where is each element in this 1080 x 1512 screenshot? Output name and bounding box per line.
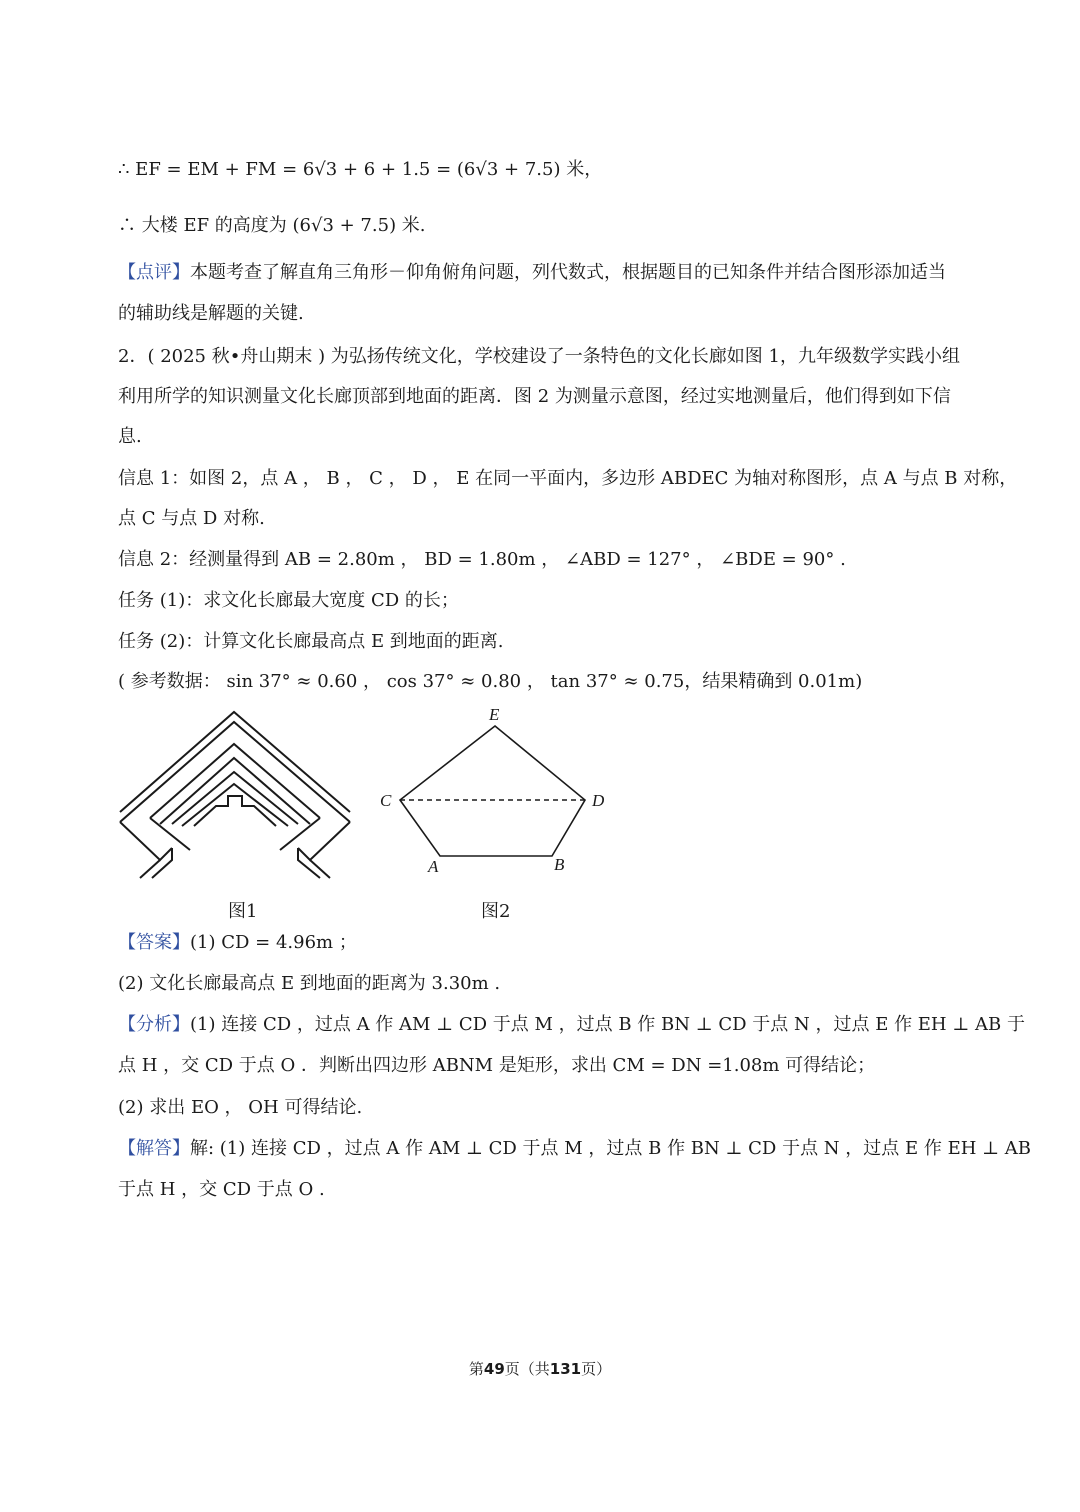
analysis-line-3 bbox=[118, 1096, 362, 1120]
label-c: C bbox=[380, 791, 392, 810]
info1-text-2: 点 C 与点 D 对称. bbox=[118, 508, 265, 529]
comment-line-2 bbox=[118, 302, 304, 326]
analysis-line-1 bbox=[118, 1013, 1025, 1037]
figure-1-corridor bbox=[110, 700, 360, 885]
question-text-1: 2．( 2025 秋•舟山期末 ) 为弘扬传统文化，学校建设了一条特色的文化长廊如图 1，九年级数学实践小组 bbox=[118, 346, 960, 367]
footer-page-number: 49 bbox=[483, 1360, 505, 1378]
answer-text-2: (2) 文化长廊最高点 E 到地面的距离为 3.30m . bbox=[118, 973, 501, 994]
figure-2-pentagon bbox=[370, 700, 630, 885]
task2-text: 任务 (2)：计算文化长廊最高点 E 到地面的距离. bbox=[118, 631, 504, 652]
comment-text-1: 本题考查了解直角三角形－仰角俯角问题，列代数式，根据题目的已知条件并结合图形添加适当 bbox=[190, 262, 946, 283]
pentagon-shape bbox=[400, 726, 585, 856]
label-d: D bbox=[592, 791, 605, 810]
analysis-tag: 【分析】 bbox=[118, 1014, 190, 1035]
analysis-text-1: (1) 连接 CD ，过点 A 作 AM ⊥ CD 于点 M ，过点 B 作 BN ⊥ CD 于点 N ，过点 E 作 EH ⊥ AB 于 bbox=[190, 1014, 1025, 1035]
task1-text: 任务 (1)：求文化长廊最大宽度 CD 的长； bbox=[118, 590, 459, 611]
answer-text-1: (1) CD = 4.96m ； bbox=[190, 932, 357, 953]
label-a: A bbox=[428, 857, 439, 876]
figure-1-caption: 图1 bbox=[228, 901, 258, 922]
conclusion-line bbox=[118, 214, 426, 238]
footer-total-pages: 131 bbox=[549, 1360, 582, 1378]
footer-prefix: 第 bbox=[468, 1360, 484, 1378]
page-footer bbox=[0, 1358, 1080, 1379]
reference-data-line bbox=[118, 670, 862, 694]
footer-mid: 页（共 bbox=[504, 1360, 550, 1378]
question-line-2 bbox=[118, 385, 951, 409]
analysis-line-2 bbox=[118, 1054, 875, 1078]
analysis-text-3: (2) 求出 EO ， OH 可得结论. bbox=[118, 1097, 363, 1118]
solution-text-2: 于点 H ，交 CD 于点 O . bbox=[118, 1179, 325, 1200]
task2-line bbox=[118, 630, 504, 654]
comment-text-2: 的辅助线是解题的关键. bbox=[118, 303, 304, 324]
question-text-3: 息. bbox=[118, 426, 142, 447]
info1-line-2 bbox=[118, 507, 265, 531]
solution-text-1: 解: (1) 连接 CD ，过点 A 作 AM ⊥ CD 于点 M ，过点 B 作 BN ⊥ CD 于点 N ，过点 E 作 EH ⊥ AB bbox=[190, 1138, 1032, 1159]
label-e: E bbox=[489, 705, 500, 724]
solution-tag: 【解答】 bbox=[118, 1138, 190, 1159]
question-line-3 bbox=[118, 425, 142, 449]
solution-line-2 bbox=[118, 1178, 325, 1202]
answer-line-2 bbox=[118, 972, 500, 996]
footer-suffix: 页） bbox=[581, 1360, 612, 1378]
question-text-2: 利用所学的知识测量文化长廊顶部到地面的距离．图 2 为测量示意图，经过实地测量后，他们得到如下信 bbox=[118, 386, 951, 407]
question-line-1 bbox=[118, 345, 960, 369]
info1-line-1 bbox=[118, 467, 1017, 491]
figure-2-caption: 图2 bbox=[481, 901, 511, 922]
info2-line bbox=[118, 548, 846, 572]
label-b: B bbox=[554, 855, 565, 874]
info1-text-1: 信息 1：如图 2，点 A ， B ， C ， D ， E 在同一平面内，多边形 ABDEC 为轴对称图形，点 A 与点 B 对称， bbox=[118, 468, 1018, 489]
info2-text: 信息 2：经测量得到 AB = 2.80m ， BD = 1.80m ， ∠ABD = 127° ， ∠BDE = 90° . bbox=[118, 549, 846, 570]
comment-tag: 【点评】 bbox=[118, 262, 190, 283]
equation-line-ef bbox=[118, 158, 602, 182]
answer-tag: 【答案】 bbox=[118, 932, 190, 953]
conclusion-text: ∴ 大楼 EF 的高度为 (6√3 + 7.5) 米. bbox=[118, 215, 426, 236]
comment-line-1 bbox=[118, 261, 946, 285]
solution-line-1 bbox=[118, 1137, 1031, 1161]
equation-text: ∴ EF = EM + FM = 6√3 + 6 + 1.5 = (6√3 + 7.5) 米， bbox=[118, 159, 603, 180]
task1-line bbox=[118, 589, 459, 613]
answer-line-1 bbox=[118, 931, 357, 955]
reference-data-text: ( 参考数据： sin 37° ≈ 0.60 ， cos 37° ≈ 0.80 ， tan 37° ≈ 0.75，结果精确到 0.01m) bbox=[118, 671, 863, 692]
analysis-text-2: 点 H ，交 CD 于点 O ．判断出四边形 ABNM 是矩形，求出 CM = DN =1.08m 可得结论； bbox=[118, 1055, 876, 1076]
